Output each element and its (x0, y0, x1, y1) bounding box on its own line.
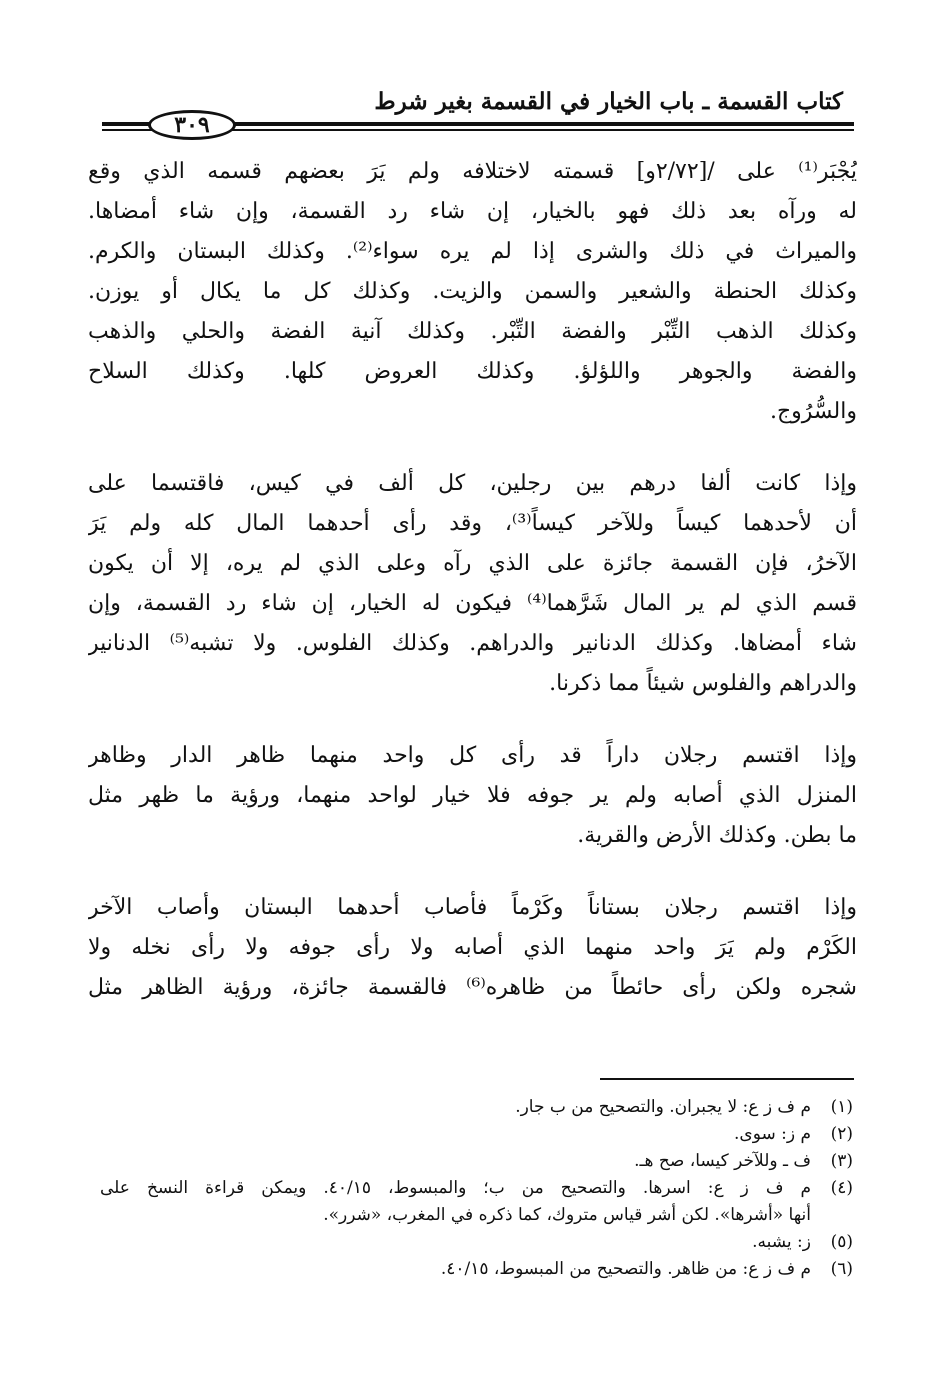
footnote-3 (100, 1148, 853, 1175)
page-number-badge: ٣٠٩ (148, 110, 236, 140)
text-line: له ورآه بعد ذلك فهو بالخيار، إن شاء رد القسمة، وإن شاء أمضاها. (88, 199, 857, 224)
text-line: المنزل الذي أصابه ولم ير جوفه فلا خيار لواحد منهما، ورؤية ما ظهر مثل (88, 783, 857, 808)
footnote-text: ز: يشبه. (752, 1232, 811, 1252)
footnote-number: (٢) (830, 1124, 853, 1144)
text-line: والدراهم والفلوس شيئاً مما ذكرنا. (549, 671, 857, 696)
text-line: شجره ولكن رأى حائطاً من ظاهره⁽⁶⁾ فالقسمة جائزة، ورؤية الظاهر مثل (88, 975, 857, 1000)
footnote-6 (100, 1256, 853, 1283)
footnotes (100, 1094, 853, 1283)
footnote-5 (100, 1229, 853, 1256)
text-line: وإذا اقتسم رجلان داراً قد رأى كل واحد منهما ظاهر الدار وظاهر (88, 743, 857, 768)
footnote-text: م ف ز ع: اسرها. والتصحيح من ب؛ والمبسوط، ٤٠/١٥. ويمكن قراءة النسخ على (100, 1178, 811, 1198)
text-line: الآخرُ، فإن القسمة جائزة على الذي رآه وعلى الذي لم يره، إلا أن يكون (88, 551, 857, 576)
text-line: وإذا اقتسم رجلان بستاناً وكَرْماً فأصاب أحدهما البستان وأصاب الآخر (88, 895, 857, 920)
paragraph-2 (88, 464, 857, 704)
paragraph-gap (88, 432, 857, 464)
main-text (88, 152, 857, 1008)
text-line: والميراث في ذلك والشرى إذا لم يره سواء⁽²⁾. وكذلك البستان والكرم. (88, 239, 857, 264)
paragraph-1 (88, 152, 857, 432)
text-line: أن لأحدهما كيساً وللآخر كيساً⁽³⁾، وقد رأى أحدهما المال كله ولم يَرَ (88, 511, 857, 536)
footnote-number: (٣) (830, 1151, 853, 1171)
text-line: الكَرْم ولم يَرَ واحد منهما الذي أصابه ولا رأى جوفه ولا رأى نخله ولا (88, 935, 857, 960)
paragraph-gap (88, 856, 857, 888)
text-line: ما بطن. وكذلك الأرض والقرية. (577, 823, 857, 848)
footnote-number: (٥) (830, 1232, 853, 1252)
text-line: شاء أمضاها. وكذلك الدنانير والدراهم. وكذلك الفلوس. ولا تشبه⁽⁵⁾ الدنانير (88, 631, 857, 656)
text-line: وإذا كانت ألفا درهم بين رجلين، كل ألف في كيس، فاقتسما على (88, 471, 857, 496)
footnote-2 (100, 1121, 853, 1148)
paragraph-4 (88, 888, 857, 1008)
footnote-number: (٦) (830, 1259, 853, 1279)
paragraph-gap (88, 704, 857, 736)
paragraph-3 (88, 736, 857, 856)
text-line: وكذلك الذهب التِّبْر والفضة التِّبْر. وكذلك آنية الفضة والحلي والذهب (88, 319, 857, 344)
running-header-title: كتاب القسمة ـ باب الخيار في القسمة بغير شرط (374, 88, 843, 115)
text-line: يُجْبَر⁽¹⁾ على /[٢/٧٢و] قسمته لاختلافه ولم يَرَ بعضهم قسمه الذي وقع (88, 159, 857, 184)
footnote-text: ف ـ وللآخر كيسا، صح هـ. (634, 1151, 811, 1171)
footnote-text: م ف ز ع: لا يجبران. والتصحيح من ب جار. (515, 1097, 811, 1117)
footnote-separator (600, 1078, 854, 1080)
footnote-4-continuation: أنها «أشرها». لكن أشر قياس متروك، كما ذكره في المغرب، «شرر». (323, 1205, 811, 1225)
footnote-4 (100, 1175, 853, 1202)
footnote-text: م ف ز ع: من ظاهر. والتصحيح من المبسوط، ٤٠/١٥. (440, 1259, 811, 1279)
footnote-number: (٤) (830, 1178, 853, 1198)
footnote-text: م ز: سوى. (733, 1124, 811, 1144)
footnote-1 (100, 1094, 853, 1121)
text-line: وكذلك الحنطة والشعير والسمن والزيت. وكذلك كل ما يكال أو يوزن. (88, 279, 857, 304)
text-line: والفضة والجوهر واللؤلؤ. وكذلك العروض كلها. وكذلك السلاح (88, 359, 857, 384)
text-line: والسُّرُوج. (769, 399, 857, 424)
text-line: قسم الذي لم ير المال شَرَّهما⁽⁴⁾ فيكون له الخيار، إن شاء رد القسمة، وإن (88, 591, 857, 616)
footnote-number: (١) (830, 1097, 853, 1117)
